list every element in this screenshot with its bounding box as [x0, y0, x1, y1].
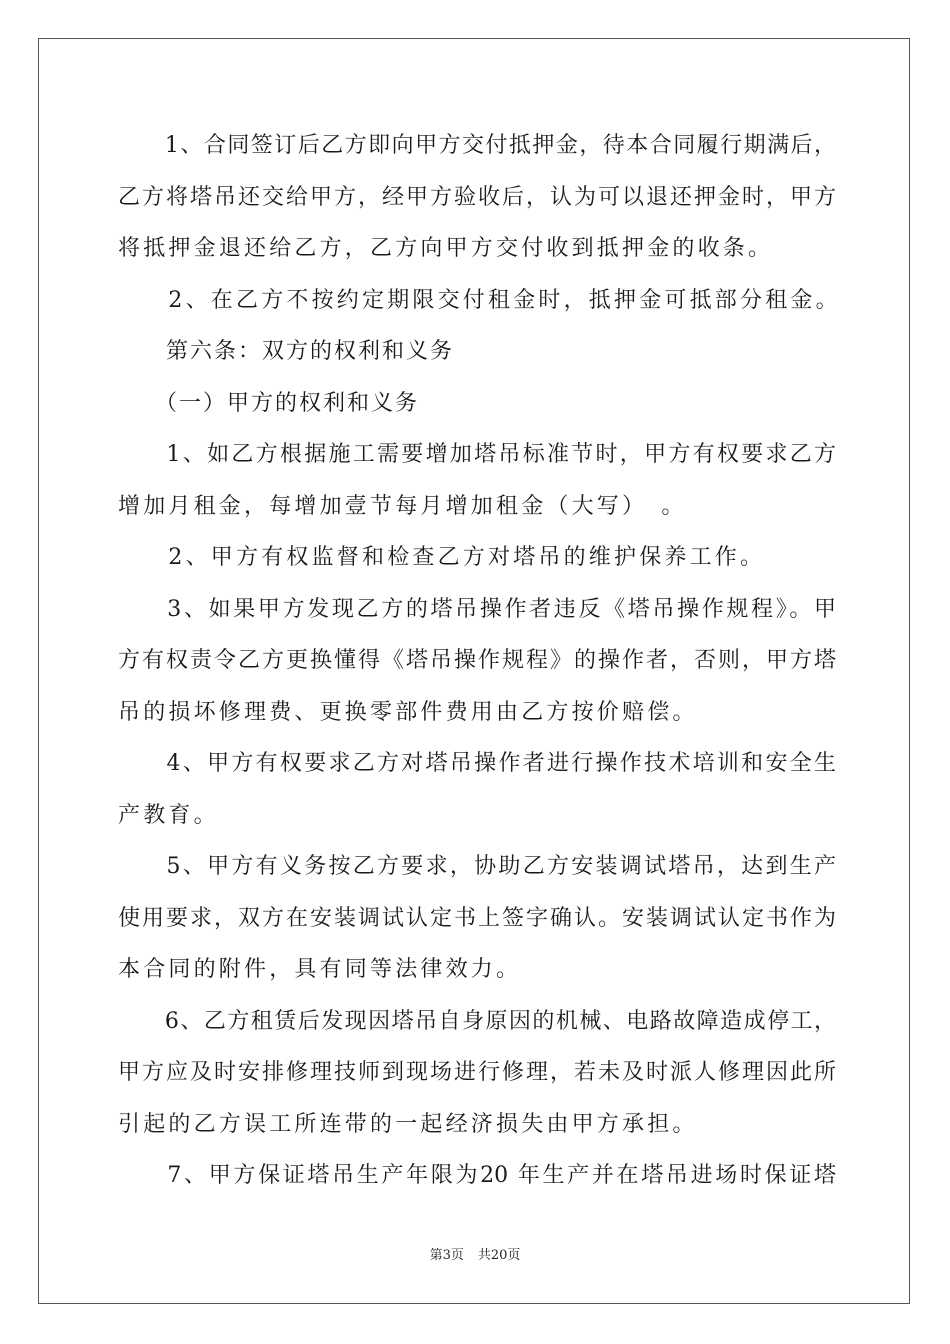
text-line: 1、如乙方根据施工需要增加塔吊标准节时，甲方有权要求乙方 — [118, 442, 836, 467]
text-line: 乙方将塔吊还交给甲方，经甲方验收后，认为可以退还押金时，甲方 — [118, 185, 836, 210]
subsection-heading: （一）甲方的权利和义务 — [118, 391, 420, 416]
section-heading: 第六条：双方的权利和义务 — [118, 339, 455, 364]
page-number-total: 共20页 — [477, 1248, 521, 1263]
page-number-current: 第3页 — [429, 1248, 464, 1263]
text-line: 2、甲方有权监督和检查乙方对塔吊的维护保养工作。 — [118, 545, 766, 570]
page-footer — [0, 1247, 950, 1265]
text-line: 将抵押金退还给乙方，乙方向甲方交付收到抵押金的收条。 — [118, 236, 774, 261]
text-line: 增加月租金，每增加壹节每月增加租金（大写） 。 — [118, 494, 687, 519]
text-line: 2、在乙方不按约定期限交付租金时，抵押金可抵部分租金。 — [118, 288, 841, 313]
text-line: 7、甲方保证塔吊生产年限为20 年生产并在塔吊进场时保证塔 — [118, 1163, 836, 1188]
text-line: 4、甲方有权要求乙方对塔吊操作者进行操作技术培训和安全生 — [118, 751, 836, 776]
text-line: 方有权责令乙方更换懂得《塔吊操作规程》的操作者，否则，甲方塔 — [118, 648, 836, 673]
text-line: 1、合同签订后乙方即向甲方交付抵押金，待本合同履行期满后， — [118, 133, 836, 158]
text-line: 5、甲方有义务按乙方要求，协助乙方安装调试塔吊，达到生产 — [118, 854, 836, 879]
text-line: 吊的损坏修理费、更换零部件费用由乙方按价赔偿。 — [118, 700, 698, 725]
text-line: 本合同的附件，具有同等法律效力。 — [118, 957, 522, 982]
text-line: 6、乙方租赁后发现因塔吊自身原因的机械、电路故障造成停工， — [118, 1009, 836, 1034]
text-line: 使用要求，双方在安装调试认定书上签字确认。安装调试认定书作为 — [118, 906, 836, 931]
text-line: 甲方应及时安排修理技师到现场进行修理，若未及时派人修理因此所 — [118, 1060, 836, 1085]
text-line: 3、如果甲方发现乙方的塔吊操作者违反《塔吊操作规程》。甲 — [118, 597, 836, 622]
text-line: 产教育。 — [118, 803, 219, 828]
text-line: 引起的乙方误工所连带的一起经济损失由甲方承担。 — [118, 1112, 698, 1137]
